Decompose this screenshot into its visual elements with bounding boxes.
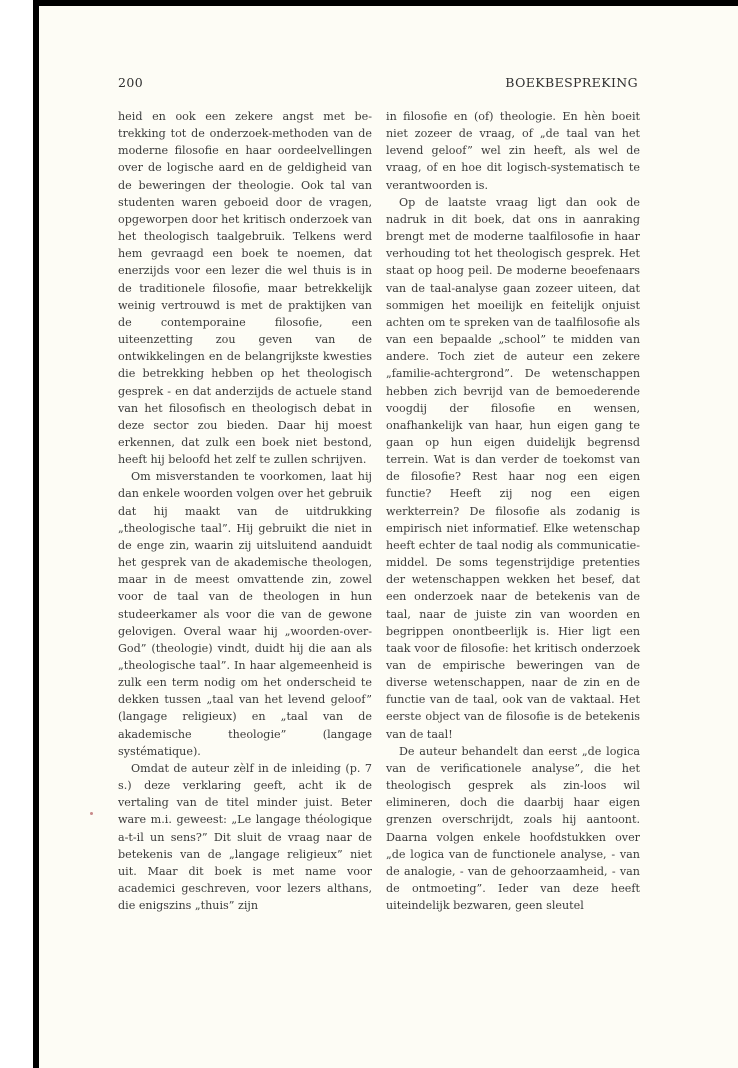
right-paragraph-1: in filosofie en (of) theologie. En hèn boeit niet zozeer de vraag, of „de taal van het levend geloof” wel zin heeft, als wel de vraag, of en hoe dit logisch-systematisch te verantwoorden is. [386,110,640,192]
left-paragraph-3: Omdat de auteur zèlf in de inleiding (p. 7 s.) deze verklaring geeft, acht ik de vertaling van de titel minder juist. Beter ware m.i. geweest: „Le langage théologique a-t-il un sens?” Dit sluit de vraag naar de betekenis van de „langage religieux” niet uit. Maar dit boek is met name voor academici geschreven, voor lezers althans, die enigszins „thuis” zijn [118,761,372,913]
left-paragraph-1: heid en ook een zekere angst met betrekking tot de onderzoek-methoden van de moderne filosofie en haar oordeelvellingen over de logische aard en de geldigheid van de beweringen der theologie. Ook tal van studenten waren geboeid door de vragen, opgeworpen door het kritisch onderzoek van het theologisch taalgebruik. Telkens werd hem gevraagd een boek te noemen, dat enerzijds voor een lezer die wel thuis is in de traditionele filosofie, maar betrekkelijk weinig vertrouwd is met de praktijken van de contemporaine filosofie, een uiteenzetting zou geven van de ontwikkelingen en de belangrijkste kwesties die betrekking hebben op het theologisch gesprek - en dat anderzijds de actuele stand van het filosofisch en theologisch debat in deze sector zou bieden. Daar hij moest erkennen, dat zulk een boek niet bestond, heeft hij beloofd het zelf te zullen schrijven. [118,110,372,467]
left-column [118,108,372,914]
running-title: BOEKBESPREKING [505,75,638,90]
page-header [118,75,638,90]
right-paragraph-3: De auteur behandelt dan eerst „de logica van de verificationele analyse”, die het theologisch gesprek als zin-loos wil elimineren, doch die daarbij haar eigen grenzen overschrijdt, zoals hij aantoont. Daarna volgen enkele hoofdstukken over „de logica van de functionele analyse, - van de analogie, - van de gehoorzaamheid, - van de ontmoeting”. Ieder van deze heeft uiteindelijk bezwaren, geen sleutel [386,744,640,913]
page-number: 200 [118,75,144,90]
right-paragraph-2: Op de laatste vraag ligt dan ook de nadruk in dit boek, dat ons in aanraking brengt met de moderne taalfilosofie in haar verhouding tot het theologisch gesprek. Het staat op hoog peil. De moderne beoefenaars van de taal-analyse gaan zozeer uiteen, dat sommigen het moeilijk en feitelijk onjuist achten om te spreken van de taalfilosofie als van een bepaalde „school” te midden van andere. Toch ziet de auteur een zekere „familie-achtergrond”. De wetenschappen hebben zich bevrijd van de bemoederende voogdij der filosofie en wensen, onafhankelijk van haar, hun eigen gang te gaan op hun eigen duidelijk begrensd terrein. Wat is dan verder de toekomst van de filosofie? Rest haar nog een eigen functie? Heeft zij nog een eigen werkterrein? De filosofie als zodanig is empirisch niet informatief. Elke wetenschap heeft echter de taal nodig als communicatie-middel. De soms tegenstrijdige pretenties der wetenschappen wekken het besef, dat een onderzoek naar de betekenis van de taal, naar de juiste zin van woorden en begrippen onontbeerlijk is. Hier ligt een taak voor de filosofie: het kritisch onderzoek van de empirische beweringen van de diverse wetenschappen, naar de zin en de functie van de taal, ook van de vaktaal. Het eerste object van de filosofie is de betekenis van de taal! [386,195,640,741]
right-column [386,108,640,914]
left-paragraph-2: Om misverstanden te voorkomen, laat hij dan enkele woorden volgen over het gebruik dat hij maakt van de uitdrukking „theologische taal”. Hij gebruikt die niet in de enge zin, waarin zij uitsluitend aanduidt het gesprek van de akademische theologen, maar in de meest omvattende zin, zowel voor de taal van de theologen in hun studeerkamer als voor die van de gewone gelovigen. Overal waar hij „woorden-over-God” (theologie) vindt, duidt hij die aan als „theologische taal”. In haar algemeenheid is zulk een term nodig om het onderscheid te dekken tussen „taal van het levend geloof” (langage religieux) en „taal van de akademische theologie” (langage systématique). [118,470,372,758]
margin-mark [90,812,93,815]
